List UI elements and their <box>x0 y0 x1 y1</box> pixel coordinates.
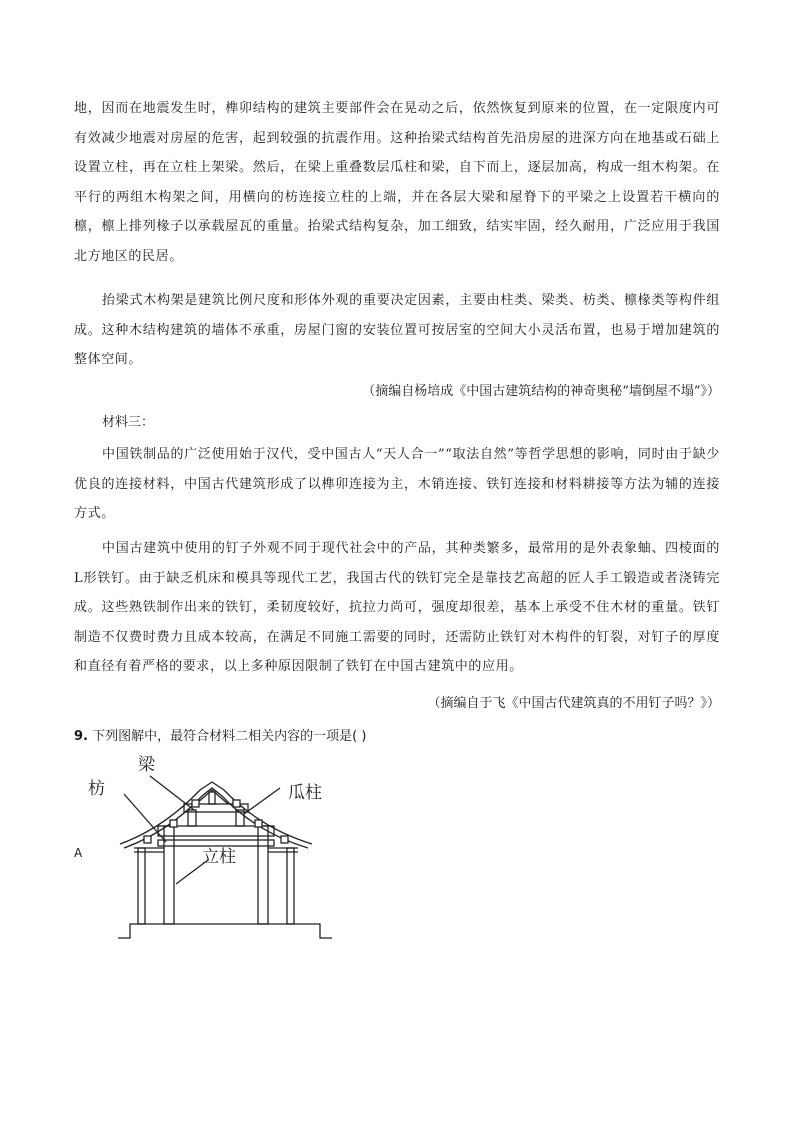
column-right-outer <box>287 848 294 924</box>
material-3-label: 材料三： <box>102 415 155 430</box>
option-a-diagram[interactable] <box>84 748 344 948</box>
paragraph-4: 中国古建筑中使用的钉子外观不同于现代社会中的产品，其种类繁多，最常用的是外表象蚰、四棱面的L形铁钉。由于缺乏机床和模具等现代工艺，我国古代的铁钉完全是靠技艺高超的匠人手工锻造或者浇铸完成。这些熟铁制作出来的铁钉，柔韧度较好，抗拉力尚可，强度却很差，基本上承受不住木材的重量。铁钉制造不仅费时费力且成本较高，在满足不同施工需要的同时，还需防止铁钉对木构件的钉裂，对钉子的厚度和直径有着严格的要求，以上多种原因限制了铁钉在中国古建筑中的应用。 <box>74 541 720 674</box>
question-text: 下列图解中，最符合材料二相关内容的一项是( ) <box>92 729 367 744</box>
label-fang: 枋 <box>88 779 105 799</box>
leader-guazhu <box>244 788 280 814</box>
option-a-letter[interactable]: A <box>74 846 83 860</box>
source-citation-2: （摘编自于飞《中国古代建筑真的不用钉子吗？》） <box>427 696 720 711</box>
label-guazhu: 瓜柱 <box>288 783 322 803</box>
paragraph-2: 抬梁式木构架是建筑比例尺度和形体外观的重要决定因素，主要由柱类、梁类、枋类、檩椽类等构件组成。这种木结构建筑的墙体不承重，房屋门窗的安装位置可按居室的空间大小灵活布置，也易于增加建筑的整体空间。 <box>74 293 720 367</box>
question-9 <box>74 726 366 748</box>
label-lizhu: 立柱 <box>202 847 236 867</box>
fang-beam <box>158 840 274 846</box>
paragraph-3: 中国铁制品的广泛使用始于汉代，受中国古人“天人合一”“取法自然”等哲学思想的影响，同时由于缺少优良的连接材料，中国古代建筑形成了以榫卯连接为主，木销连接、铁钉连接和材料耕接等方法为辅的连接方式。 <box>74 447 720 521</box>
question-number: 9. <box>74 729 88 744</box>
source-citation-1: （摘编自杨培成《中国古建筑结构的神奇奥秘“墙倒屋不塌”》） <box>362 384 720 399</box>
column-right-main <box>258 826 268 924</box>
label-liang: 梁 <box>138 755 155 775</box>
leader-fang <box>124 794 166 842</box>
ground-base <box>118 924 332 938</box>
leader-liang <box>150 776 194 810</box>
column-left-outer <box>138 848 145 924</box>
paragraph-1: 地，因而在地震发生时，榫卯结构的建筑主要部件会在晃动之后，依然恢复到原来的位置，在一定限度内可有效减少地震对房屋的危害，起到较强的抗震作用。这种抬梁式结构首先沿房屋的进深方向在地基或石础上设置立柱，再在立柱上架梁。然后，在梁上重叠数层瓜柱和梁，自下而上，逐层加高，构成一组木构架。在平行的两组木构架之间，用横向的枋连接立柱的上端，并在各层大梁和屋脊下的平梁之上设置若干横向的檩，檩上排列椽子以承载屋瓦的重量。抬梁式结构复杂，加工细致，结实牢固，经久耐用，广泛应用于我国北方地区的民居。 <box>74 101 720 264</box>
